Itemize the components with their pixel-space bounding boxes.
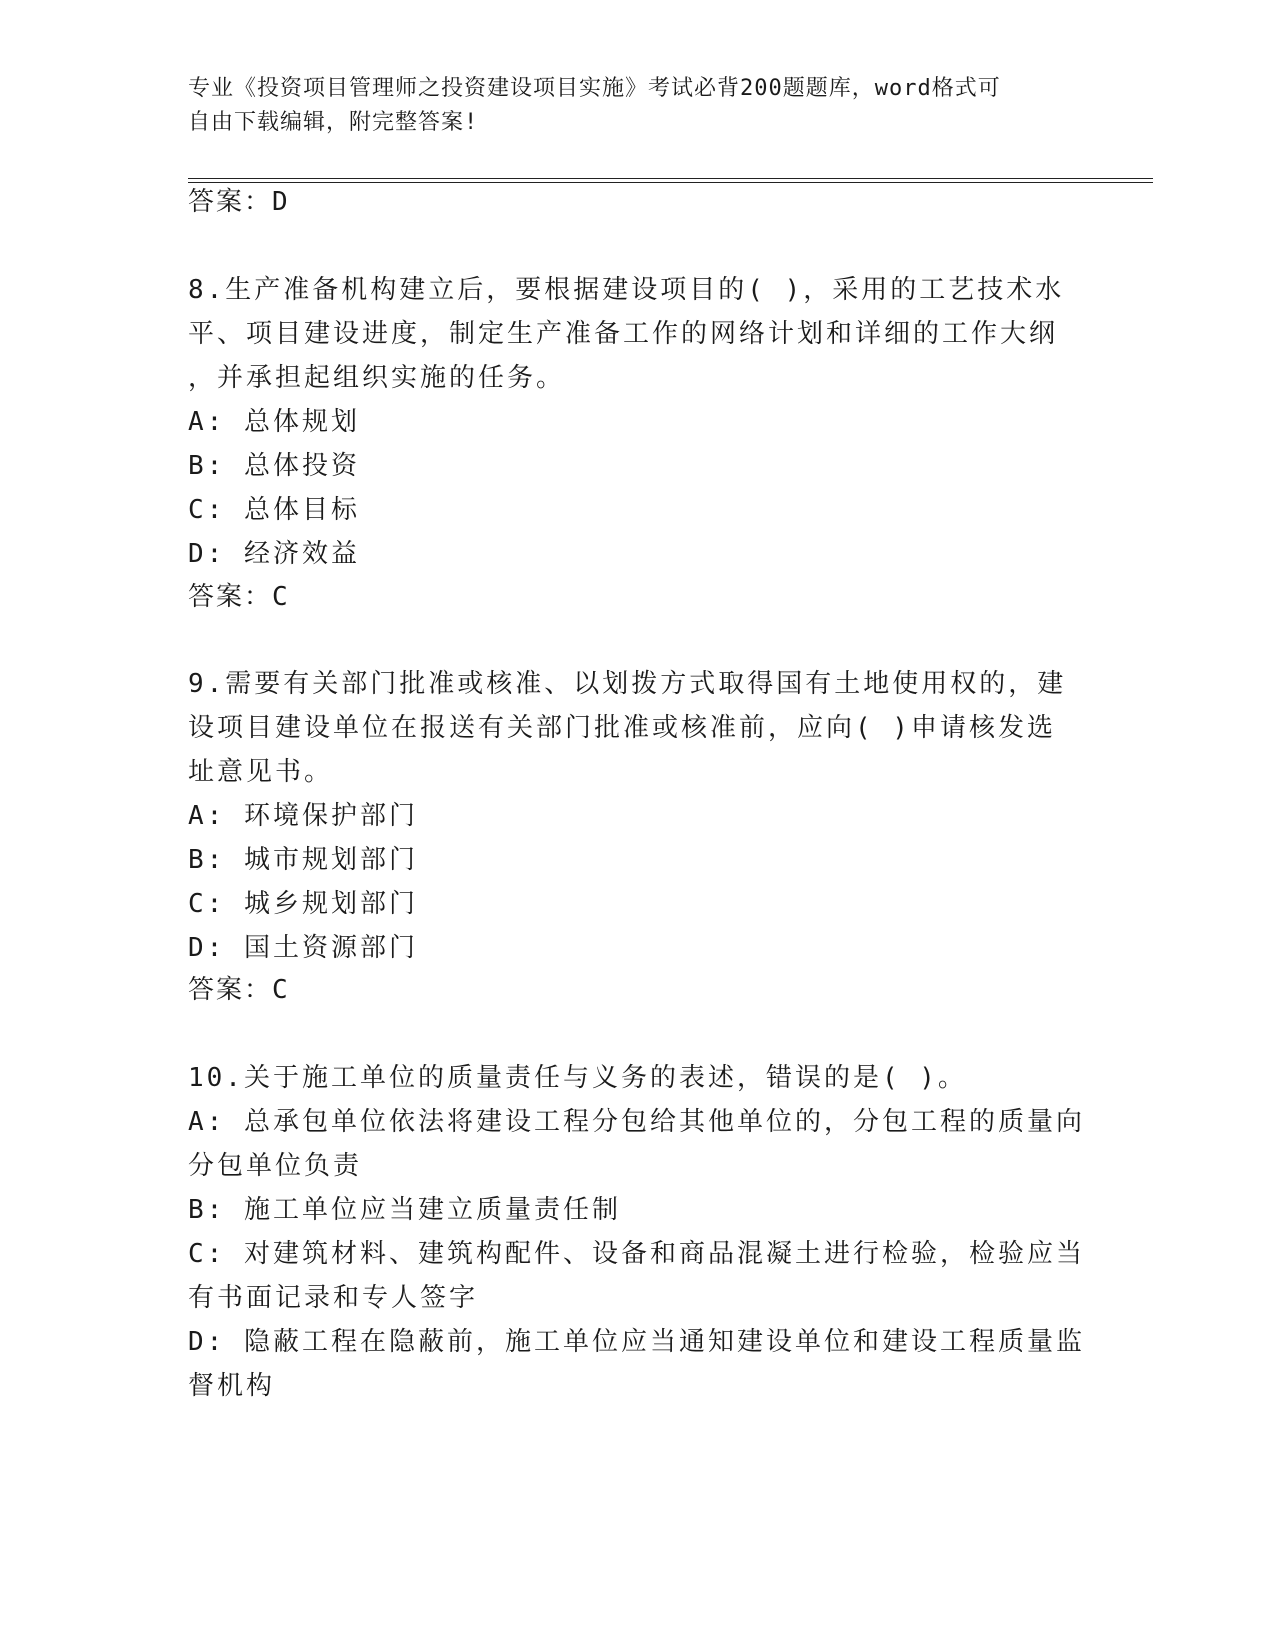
question-8-option-a: A: 总体规划	[188, 407, 360, 437]
question-8-option-b: B: 总体投资	[188, 451, 360, 481]
question-8-option-c: C: 总体目标	[188, 495, 360, 525]
question-9-option-d: D: 国土资源部门	[188, 933, 418, 963]
question-10-option-d-line-1: D: 隐蔽工程在隐蔽前，施工单位应当通知建设单位和建设工程质量监	[188, 1327, 1085, 1357]
header-divider	[188, 178, 1153, 183]
document-header	[188, 72, 1068, 140]
question-9-line-2: 设项目建设单位在报送有关部门批准或核准前，应向( )申请核发选	[188, 713, 1056, 743]
question-10-line-1: 10.关于施工单位的质量责任与义务的表述，错误的是( )。	[188, 1063, 967, 1093]
question-9-line-3: 址意见书。	[188, 757, 334, 787]
question-8-answer: 答案：C	[188, 582, 290, 612]
question-9-option-a: A: 环境保护部门	[188, 801, 418, 831]
question-8-line-1: 8.生产准备机构建立后，要根据建设项目的( )，采用的工艺技术水	[188, 275, 1065, 305]
question-8-line-3: ，并承担起组织实施的任务。	[188, 363, 566, 393]
question-9-line-1: 9.需要有关部门批准或核准、以划拨方式取得国有土地使用权的，建	[188, 669, 1067, 699]
question-10-option-c-line-2: 有书面记录和专人签字	[188, 1283, 479, 1313]
question-9-option-b: B: 城市规划部门	[188, 845, 418, 875]
question-10-option-a-line-2: 分包单位负责	[188, 1151, 363, 1181]
header-line-2: 自由下载编辑，附完整答案!	[188, 110, 479, 135]
question-10-option-a-line-1: A: 总承包单位依法将建设工程分包给其他单位的，分包工程的质量向	[188, 1107, 1085, 1137]
question-8-option-d: D: 经济效益	[188, 539, 360, 569]
question-9-answer: 答案：C	[188, 975, 290, 1005]
header-line-1: 专业《投资项目管理师之投资建设项目实施》考试必背200题题库，word格式可	[188, 76, 1001, 101]
question-8-line-2: 平、项目建设进度，制定生产准备工作的网络计划和详细的工作大纲	[188, 319, 1059, 349]
previous-answer: 答案：D	[188, 187, 290, 217]
question-10-option-c-line-1: C: 对建筑材料、建筑构配件、设备和商品混凝土进行检验，检验应当	[188, 1239, 1085, 1269]
question-10-option-d-line-2: 督机构	[188, 1371, 276, 1401]
question-10-option-b: B: 施工单位应当建立质量责任制	[188, 1195, 621, 1225]
question-9-option-c: C: 城乡规划部门	[188, 889, 418, 919]
